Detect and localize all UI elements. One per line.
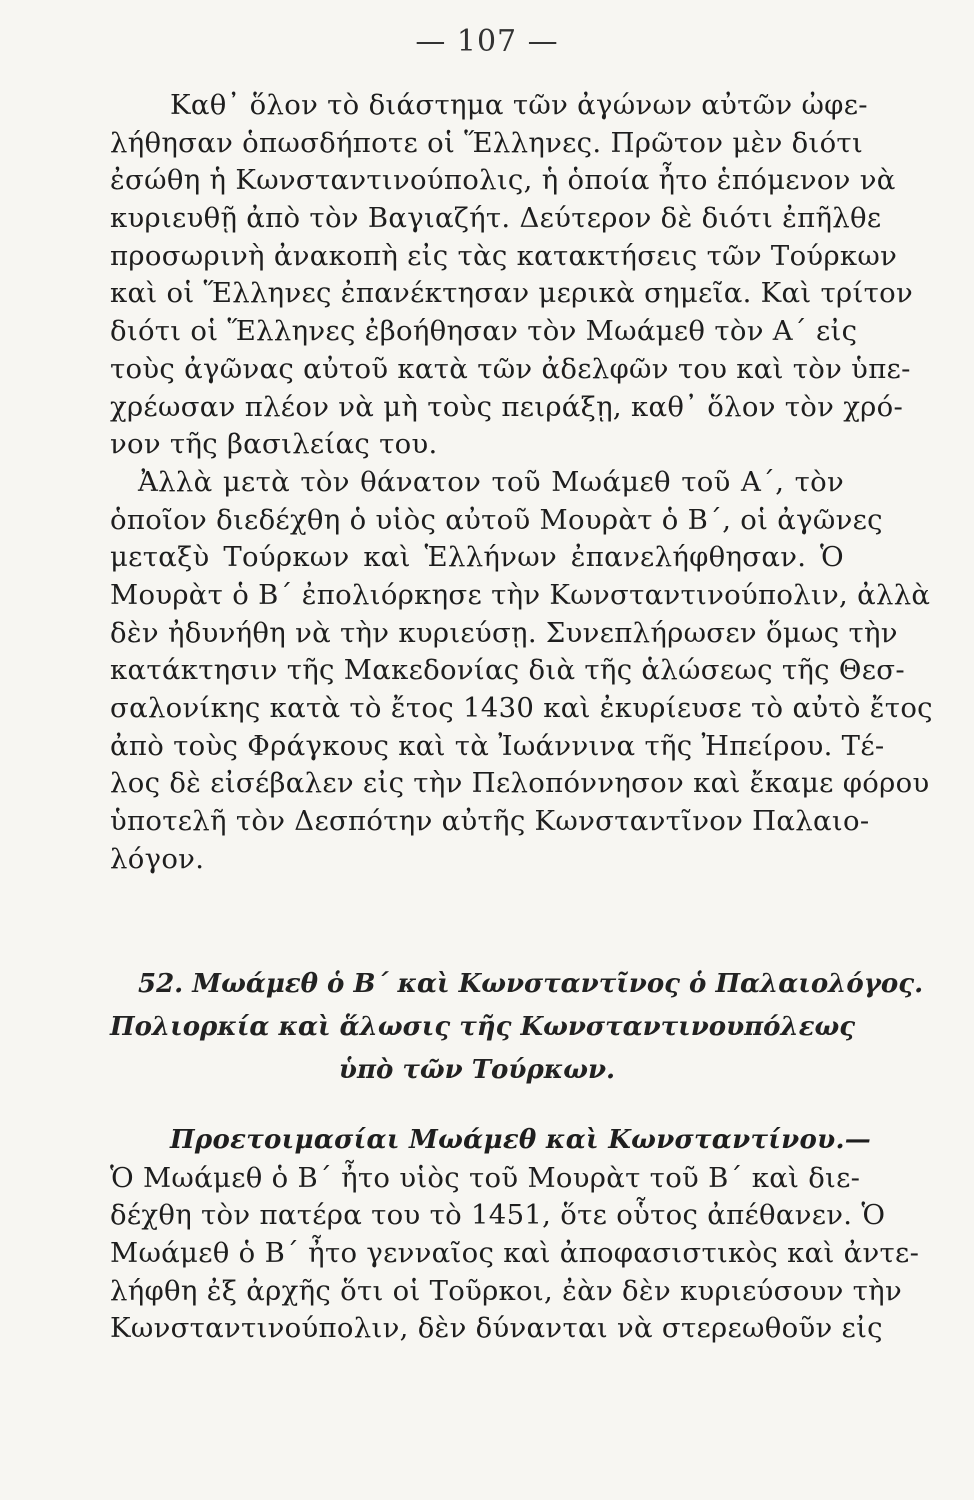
text-line: κατάκτησιν τῆς Μακεδονίας διὰ τῆς ἁλώσεως τῆς Θεσ- [110, 654, 905, 687]
text-line: λος δὲ εἰσέβαλεν εἰς τὴν Πελοπόννησον καὶ ἔκαμε φόρου [110, 767, 930, 800]
subsection-heading: Προετοιμασίαι Μωάμεθ καὶ Κωνσταντίνου.— [170, 1125, 872, 1155]
text-line: δὲν ἠδυνήθη νὰ τὴν κυριεύσῃ. Συνεπλήρωσεν ὅμως τὴν [110, 616, 898, 649]
text-line: Κωνσταντινούπολιν, δὲν δύνανται νὰ στερεωθοῦν εἰς [110, 1312, 883, 1345]
text-line: κυριευθῇ ἀπὸ τὸν Βαγιαζήτ. Δεύτερον δὲ διότι ἐπῆλθε [110, 202, 882, 235]
text-line: Μωάμεθ ὁ Β΄ ἦτο γενναῖος καὶ ἀποφασιστικὸς καὶ ἀντε- [110, 1237, 920, 1270]
text-line: ἐσώθη ἡ Κωνσταντινούπολις, ἡ ὁποία ἦτο ἑπόμενον νὰ [110, 164, 896, 197]
text-line: ἀπὸ τοὺς Φράγκους καὶ τὰ Ἰωάννινα τῆς Ἠπείρου. Τέ- [110, 729, 885, 762]
section-subtitle: Πολιορκία καὶ ἅλωσις τῆς Κωνσταντινουπόλεως [110, 1012, 856, 1042]
body-text [110, 87, 933, 878]
text-line: ὑποτελῆ τὸν Δεσπότην αὐτῆς Κωνσταντῖνον Παλαιο- [110, 805, 870, 838]
section-body [110, 1122, 920, 1348]
text-line: σαλονίκης κατὰ τὸ ἔτος 1430 καὶ ἐκυρίευσε τὸ αὐτὸ ἔτος [110, 692, 933, 724]
section-subtitle-end: ὑπὸ τῶν Τούρκων. [338, 1055, 616, 1085]
text-line: Ὁ Μωάμεθ ὁ Β΄ ἦτο υἱὸς τοῦ Μουρὰτ τοῦ Β΄ καὶ διε- [110, 1161, 861, 1194]
text-line: καὶ οἱ Ἕλληνες ἐπανέκτησαν μερικὰ σημεῖα. Καὶ τρίτον [110, 277, 913, 310]
text-line: τοὺς ἀγῶνας αὐτοῦ κατὰ τῶν ἀδελφῶν του καὶ τὸν ὑπε- [110, 352, 911, 385]
text-line: μεταξὺ Τούρκων καὶ Ἑλλήνων ἐπανελήφθησαν. Ὁ [110, 541, 844, 574]
section-title: 52. Μωάμεθ ὁ Β΄ καὶ Κωνσταντῖνος ὁ Παλαιολόγος. [138, 969, 924, 999]
text-line: χρέωσαν πλέον νὰ μὴ τοὺς πειράξῃ, καθ᾽ ὅλον τὸν χρό- [110, 390, 904, 423]
section-heading [110, 963, 924, 1092]
text-line: ὁποῖον διεδέχθη ὁ υἱὸς αὐτοῦ Μουρὰτ ὁ Β΄, οἱ ἀγῶνες [110, 503, 883, 536]
text-line: Μουρὰτ ὁ Β΄ ἐπολιόρκησε τὴν Κωνσταντινούπολιν, ἀλλὰ [110, 578, 931, 611]
text-line: δέχθη τὸν πατέρα του τὸ 1451, ὅτε οὗτος ἀπέθανεν. Ὁ [110, 1199, 886, 1232]
text-line: προσωρινὴ ἀνακοπὴ εἰς τὰς κατακτήσεις τῶν Τούρκων [110, 239, 898, 272]
text-line: νον τῆς βασιλείας του. [110, 428, 438, 461]
text-line: λόγον. [110, 842, 205, 875]
text-line: λήθησαν ὁπωσδήποτε οἱ Ἕλληνες. Πρῶτον μὲν διότι [110, 126, 864, 159]
text-line: Καθ᾽ ὅλον τὸ διάστημα τῶν ἀγώνων αὐτῶν ὠφε- [170, 89, 868, 121]
text-line: λήφθη ἐξ ἀρχῆς ὅτι οἱ Τοῦρκοι, ἐὰν δὲν κυριεύσουν τὴν [110, 1274, 902, 1307]
text-line: διότι οἱ Ἕλληνες ἐβοήθησαν τὸν Μωάμεθ τὸν Α΄ εἰς [110, 315, 858, 348]
page-number: — 107 — [415, 24, 559, 59]
text-line: Ἀλλὰ μετὰ τὸν θάνατον τοῦ Μωάμεθ τοῦ Α΄, τὸν [138, 465, 844, 498]
